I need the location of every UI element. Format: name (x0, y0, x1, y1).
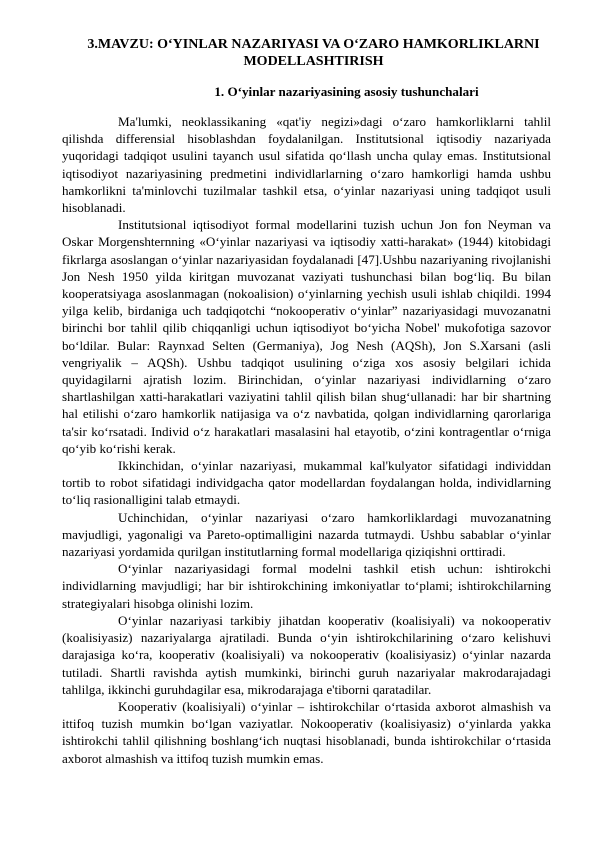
page-title: 3.MAVZU: O‘YINLAR NAZARIYASI VA O‘ZARO HAMKORLIKLARNI MODELLASHTIRISH (87, 37, 540, 69)
paragraph: O‘yinlar nazariyasidagi formal modelni tashkil etish uchun: ishtirokchi individlarning mavjudligi; har bir ishtirokchining imkoniyatlar to‘plami; ishtirokchilarning strategiyalari hisobga olinishi lozim. (62, 561, 551, 611)
paragraph: Institutsional iqtisodiyot formal modellarini tuzish uchun Jon fon Neyman va Oskar Morgenshternning «O‘yinlar nazariyasi va iqtisodiy xatti-harakat» (1944) kitobidagi fikrlarga asoslangan o‘yinlar nazariyasidan foydalanadi [47].Ushbu nazariyaning rivojlanishi Jon Nesh 1950 yilda kiritgan muvozanat vaziyati tushunchasi bilan bog‘liq. Bu bilan kooperatsiyaga asoslanmagan (nokoalision) o‘yinlarning yechish usuli ishlab chiqildi. 1994 yilga kelib, birdaniga uch tadqiqotchi “nokooperativ o‘yinlar” nazariyasidagi muvozanatni birinchi bor tahlil qilib chiqqanligi uchun iqtisodiyot bo‘yicha Nobel' mukofotiga sazovor bo‘ldilar. Bular: Raynxad Selten (Germaniya), Jog Nesh (AQSh), Jon S.Xarsani (asli vengriyalik – AQSh). Ushbu tadqiqot usulining o‘ziga xos asosiy belgilari ichida quyidagilarni ajratish lozim. Birinchidan, o‘yinlar nazariyasi individlarning o‘zaro shartlashilgan xatti-harakatlari vaziyatini tahlil qilish bilan shug‘ullanadi: har bir shartning hal etilishi o‘zaro hamkorlik natijasiga va o‘z navbatida, qolgan individlarning qarorlariga ta'sir ko‘rsatadi. Individ o‘z harakatlari masalasini hal etayotib, o‘zini kontragentlar o‘rniga qo‘yib ko‘rishi kerak. (62, 217, 551, 456)
paragraph: Uchinchidan, o‘yinlar nazariyasi o‘zaro hamkorliklardagi muvozanatning mavjudligi, yagonaligi va Pareto-optimalligini nazarda tutmaydi. Ushbu sabablar o‘yinlar nazariyasi yordamida qurilgan institutlarning formal modellariga qiziqishni orttiradi. (62, 509, 551, 560)
paragraph: Kooperativ (koalisiyali) o‘yinlar – ishtirokchilar o‘rtasida axborot almashish va ittifoq tuzish mumkin bo‘lgan vaziyatlar. Nokooperativ (koalisiyasiz) o‘yinlarda yakka ishtirokchi tahlil qilishning boshlang‘ich nuqtasi hisoblanadi, bunda ishtirokchilar o‘rtasida axborot almashish va ittifoq tuzish mumkin emas. (62, 698, 551, 766)
paragraph: Ma'lumki, neoklassikaning «qat'iy negizi»dagi o‘zaro hamkorliklarni tahlil qilishda differensial hisoblashdan foydalanilgan. Institutsional iqtisodiy nazariyada yuqoridagi tadqiqot usulini tayanch usul sifatida qo‘llash uncha qulay emas. Institutsional iqtisodiyot nazariyasining predmetini individlarlarning o‘zaro hamkorligi hamda ushbu hamkorlikni ta'minlovchi tuzilmalar tashkil etsa, o‘yinlar nazariyasi uning tadqiqot usuli hisoblanadi. (62, 114, 551, 216)
section-title: 1. O‘yinlar nazariyasining asosiy tushunchalari (214, 84, 479, 99)
paragraph: Ikkinchidan, o‘yinlar nazariyasi, mukammal kal'kulyator sifatidagi individdan tortib to robot sifatidagi individgacha qator modellardan foydalangan holda, individlarning to‘liq rasionalligini talab etmaydi. (62, 458, 551, 508)
document-body (62, 36, 551, 767)
paragraph: O‘yinlar nazariyasi tarkibiy jihatdan kooperativ (koalisiyali) va nokooperativ (koalisiyasiz) nazariyalarga ajratiladi. Bunda o‘yin ishtirokchilarining o‘zaro kelishuvi darajasiga ko‘ra, kooperativ (koalisiyali) va nokooperativ (koalisiyasiz) o‘yinlar nazarda tutiladi. Shartli ravishda aytish mumkinki, birinchi guruh nazariyalar makrodarajadagi tahlilga, ikkinchi guruhdagilar esa, mikrodarajaga e'tiborni qaratadilar. (62, 612, 551, 697)
